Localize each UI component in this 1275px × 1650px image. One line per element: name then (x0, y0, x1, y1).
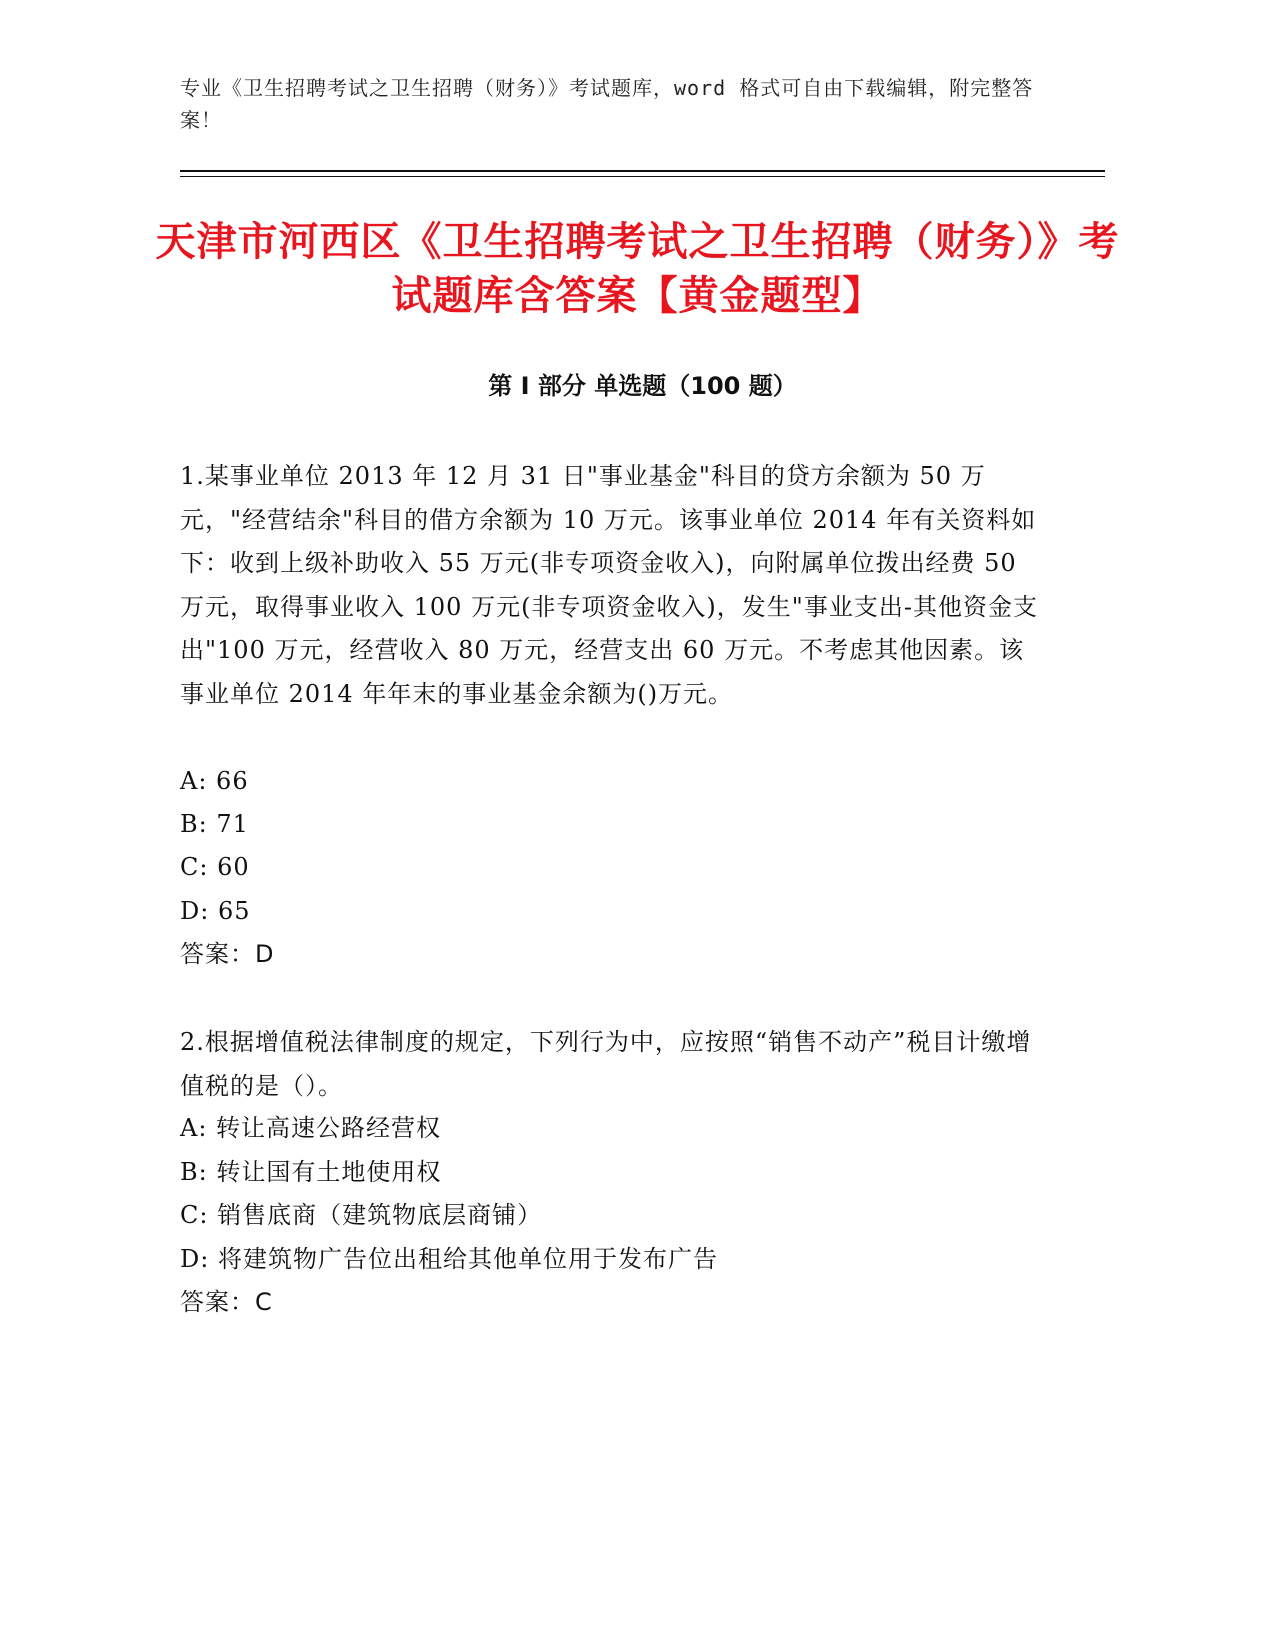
question-2-answer: 答案：C (180, 1288, 273, 1316)
question-1-answer: 答案：D (180, 940, 275, 968)
question-2-option-a: A: 转让高速公路经营权 (180, 1114, 442, 1142)
section-title: 第 I 部分 单选题（100 题） (488, 372, 797, 400)
question-2-option-d: D: 将建筑物广告位出租给其他单位用于发布广告 (180, 1245, 718, 1273)
question-1-option-d: D: 65 (180, 897, 251, 925)
question-1-stem: 1.某事业单位 2013 年 12 月 31 日"事业基金"科目的贷方余额为 50 万元，"经营结余"科目的借方余额为 10 万元。该事业单位 2014 年有关资料如下：收到上级补助收入 55 万元(非专项资金收入)，向附属单位拨出经费 50 万元，取得事业收入 100 万元(非专项资金收入)，发生"事业支出-其他资金支出"100 万元，经营收入 80 万元，经营支出 60 万元。不考虑其他因素。该事业单位 2014 年年末的事业基金余额为()万元。 (180, 462, 1038, 708)
question-2-option-b: B: 转让国有土地使用权 (180, 1158, 442, 1186)
question-1-option-c: C: 60 (180, 853, 250, 881)
question-1-option-a: A: 66 (180, 767, 249, 795)
question-2-stem: 2.根据增值税法律制度的规定，下列行为中，应按照“销售不动产”税目计缴增值税的是（）。 (180, 1028, 1032, 1100)
question-1-option-b: B: 71 (180, 810, 249, 838)
question-2-option-c: C: 销售底商（建筑物底层商铺） (180, 1201, 543, 1229)
header-note: 专业《卫生招聘考试之卫生招聘（财务）》考试题库，word 格式可自由下载编辑，附完整答案！ (180, 76, 1034, 132)
header-rule-thin (180, 176, 1105, 177)
header-rule-thick (180, 170, 1105, 172)
document-title: 天津市河西区《卫生招聘考试之卫生招聘（财务）》考试题库含答案【黄金题型】 (155, 219, 1120, 319)
